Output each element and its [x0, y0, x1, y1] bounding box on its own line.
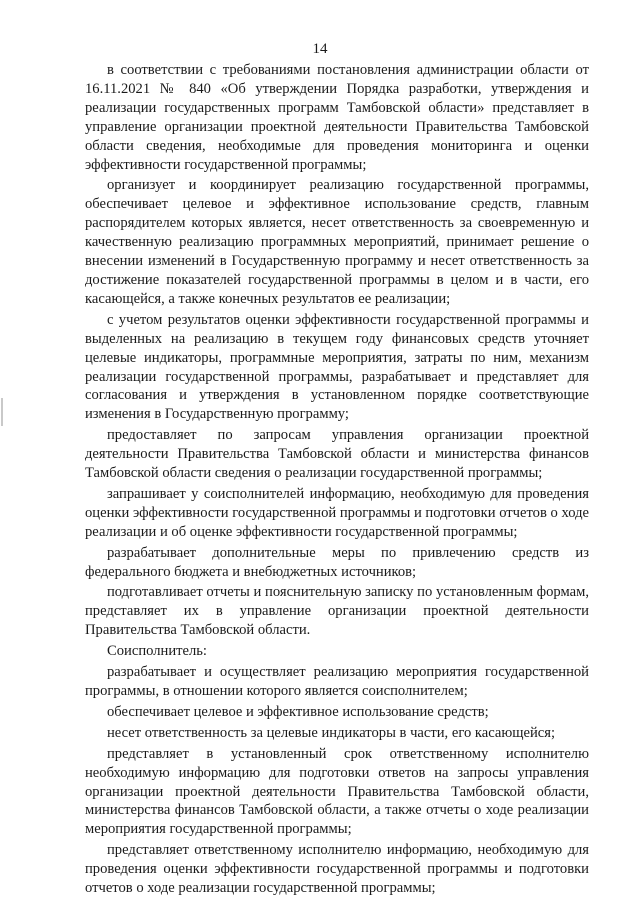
paragraph: несет ответственность за целевые индикаторы в части, его касающейся;	[107, 724, 556, 741]
paragraph: разрабатывает и осуществляет реализацию мероприятия государственной программы, в отношении которого является соисполнителем;	[85, 664, 589, 699]
paragraph: подготавливает отчеты и пояснительную записку по установленным формам, представляет их в управление организации проектной деятельности Правительства Тамбовской области.	[85, 584, 589, 639]
paragraph: с учетом результатов оценки эффективности государственной программы и выделенных на реализацию в текущем году финансовых средств уточняет целевые индикаторы, программные мероприятия, затраты по ним, механизм реализации государственной программы, разрабатывает и представляет для согласования и утверждения в установленном порядке соответствующие изменения в Государственную программу;	[85, 311, 589, 423]
paragraph: обеспечивает целевое и эффективное использование средств;	[107, 703, 489, 720]
paragraph: в соответствии с требованиями постановления администрации области от 16.11.2021 № 840 «Об утверждении Порядка разработки, утверждения и реализации государственных программ Тамбовской области» представляет в управление организации проектной деятельности Правительства Тамбовской области сведения, необходимые для проведения мониторинга и оценки эффективности государственной программы;	[85, 62, 589, 173]
paragraph: представляет ответственному исполнителю информацию, необходимую для проведения оценки эффективности государственной программы и подготовки отчетов о ходе реализации государственной программы;	[85, 842, 589, 897]
paragraph: представляет в установленный срок ответственному исполнителю необходимую информацию для подготовки ответов на запросы управления организации проектной деятельности Правительства Тамбовской области, министерства финансов Тамбовской области, а также отчеты о ходе реализации мероприятия государственной программы;	[85, 745, 589, 838]
section-heading: Соисполнитель:	[107, 643, 207, 660]
paragraph: запрашивает у соисполнителей информацию, необходимую для проведения оценки эффективности государственной программы и подготовки отчетов о ходе реализации и об оценке эффективности государственной программы;	[85, 485, 589, 540]
paragraph: организует и координирует реализацию государственной программы, обеспечивает целевое и эффективное использование средств, главным распорядителем которых является, несет ответственность за своевременную и качественную реализацию программных мероприятий, принимает решение о внесении изменений в Государственную программу и несет ответственность за достижение показателей государственной программы в целом и в части, его касающейся, а также конечных результатов ее реализации;	[85, 177, 589, 307]
document-body	[85, 61, 589, 898]
page-number: 14	[312, 41, 328, 57]
scan-margin-mark	[1, 398, 3, 426]
paragraph: разрабатывает дополнительные меры по привлечению средств из федерального бюджета и внебюджетных источников;	[85, 544, 589, 580]
paragraph: предоставляет по запросам управления организации проектной деятельности Правительства Тамбовской области и министерства финансов Тамбовской области сведения о реализации государственной программы;	[85, 427, 589, 482]
